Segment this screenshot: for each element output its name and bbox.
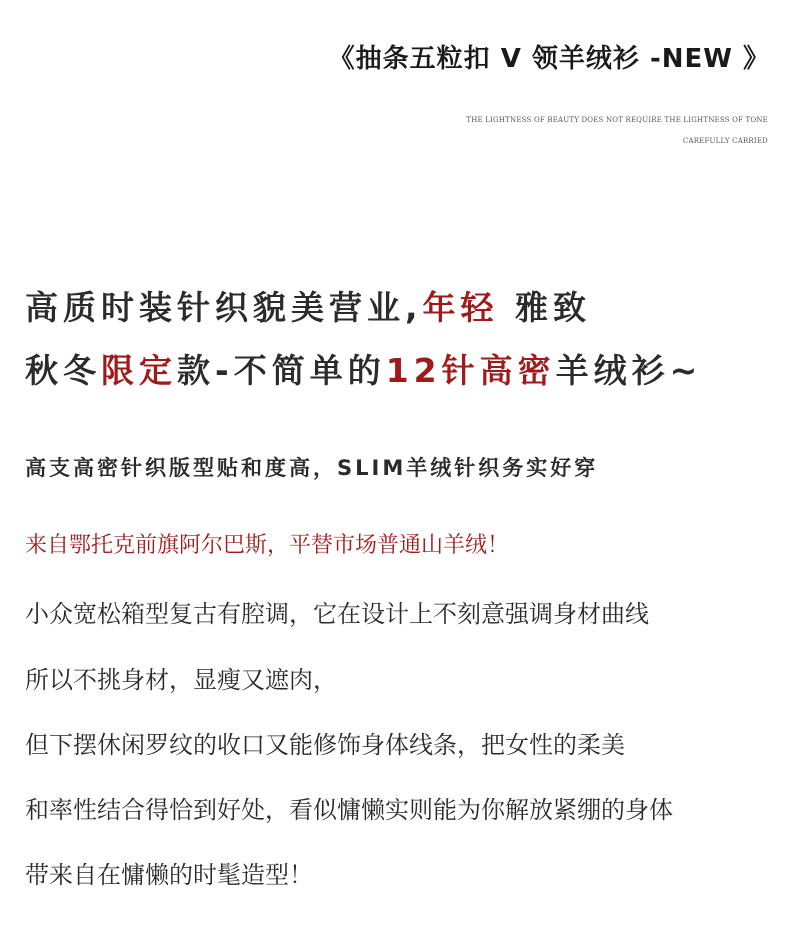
headline-line-2-tail: 羊绒衫~ (555, 351, 703, 390)
headline-highlight-limited: 限定 (101, 351, 177, 390)
tagline-line-2: CAREFULLY CARRIED (682, 137, 768, 145)
tagline-line-1: THE LIGHTNESS OF BEAUTY DOES NOT REQUIRE THE LIGHTNESS OF TONE (466, 116, 768, 124)
headline-line-2 (25, 345, 702, 392)
body-text-line-4: 和率性结合得恰到好处，看似慵懒实则能为你解放紧绷的身体 (25, 796, 673, 824)
body-text-line-1: 小众宽松箱型复古有腔调，它在设计上不刻意强调身材曲线 (25, 600, 649, 628)
headline-line-1 (25, 282, 591, 329)
product-title: 《抽条五粒扣 V 领羊绒衫 -NEW 》 (328, 44, 770, 74)
headline-highlight-density: 12针高密 (385, 351, 556, 390)
headline-line-1-tail: 雅致 (498, 288, 592, 327)
body-text-line-2: 所以不挑身材，显瘦又遮肉， (25, 666, 337, 694)
headline-highlight-young: 年轻 (422, 288, 499, 327)
subheadline: 高支高密针织版型贴和度高，SLIM羊绒针织务实好穿 (25, 456, 599, 480)
headline-line-1-text: 高质时装针织貌美营业, (25, 288, 423, 327)
body-text-line-3: 但下摆休闲罗纹的收口又能修饰身体线条，把女性的柔美 (25, 731, 625, 759)
headline-line-2-text: 秋冬 (25, 351, 101, 390)
body-text-line-5: 带来自在慵懒的时髦造型！ (25, 861, 313, 889)
origin-statement: 来自鄂托克前旗阿尔巴斯，平替市场普通山羊绒！ (25, 533, 510, 558)
headline-line-2-middle: 款-不简单的 (177, 351, 386, 390)
